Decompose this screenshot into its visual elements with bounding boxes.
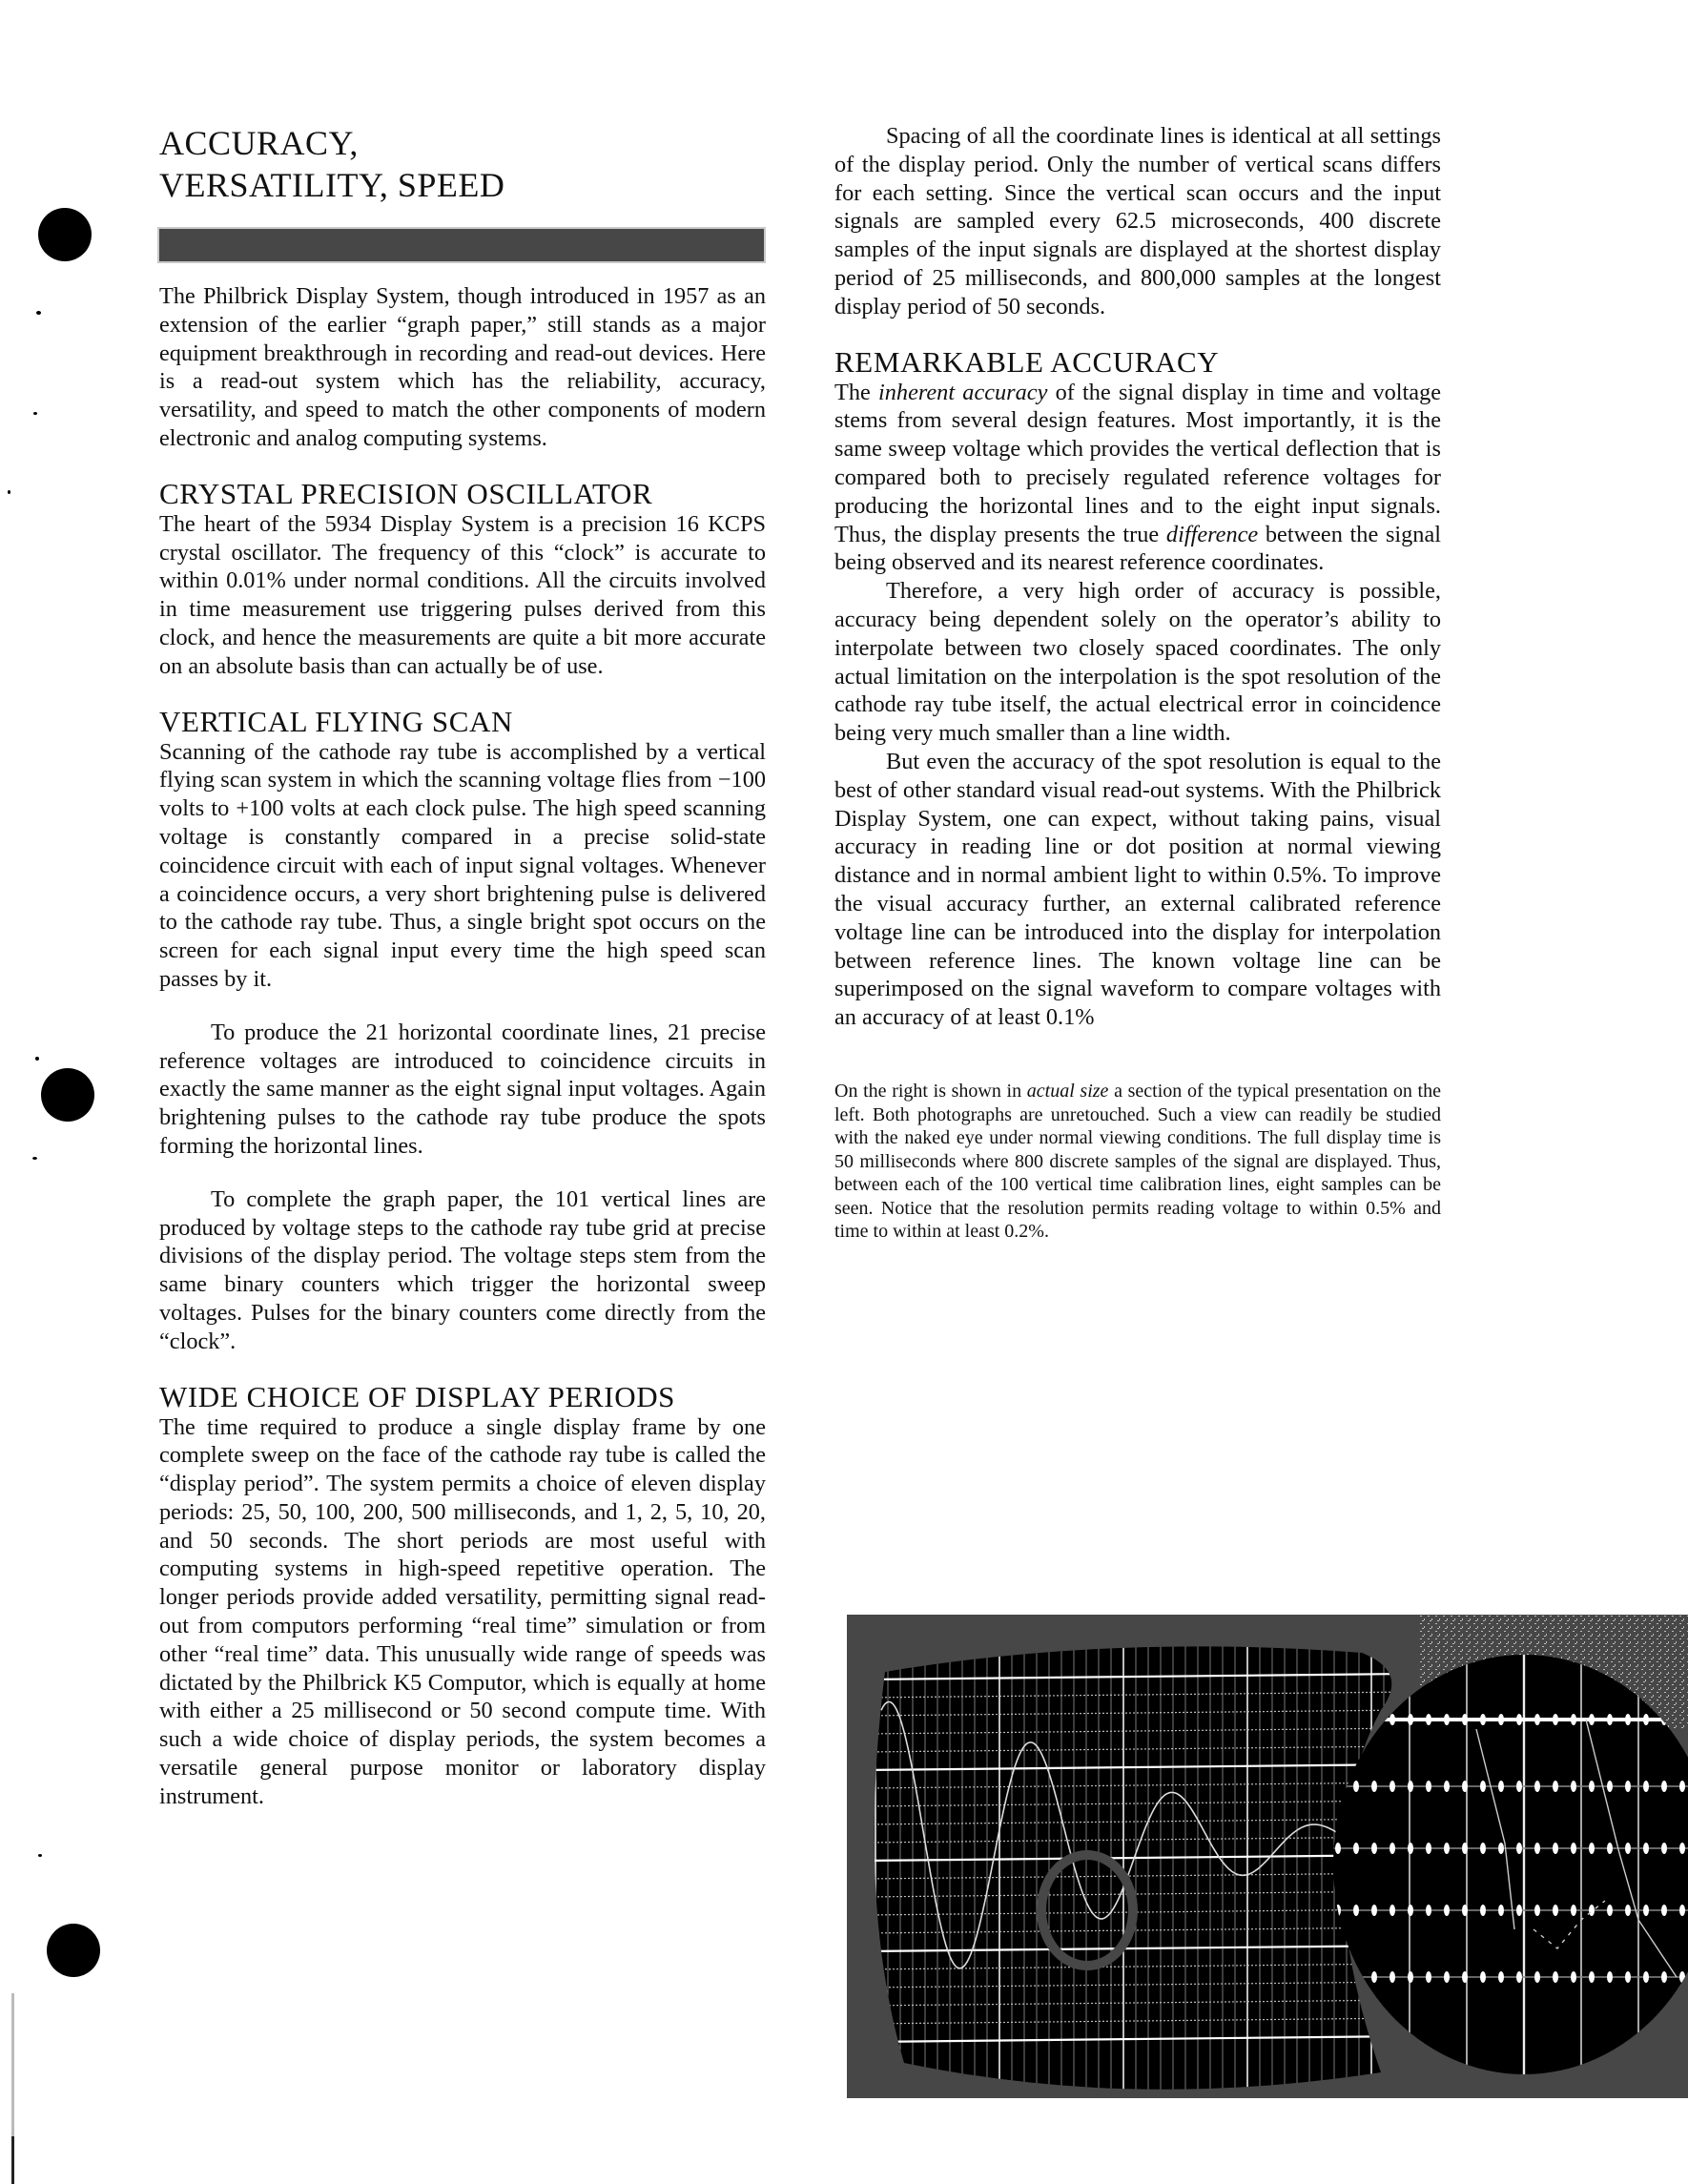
sample-dot xyxy=(1353,1905,1359,1916)
sample-dot xyxy=(1390,1714,1395,1725)
sample-dot xyxy=(1589,1843,1595,1854)
sample-dot xyxy=(1426,1843,1431,1854)
section-heading-crystal-oscillator: CRYSTAL PRECISION OSCILLATOR xyxy=(159,476,653,510)
sample-dot xyxy=(1643,1714,1649,1725)
sample-dot xyxy=(1462,1843,1468,1854)
sample-dot xyxy=(1625,1714,1631,1725)
sample-dot xyxy=(1607,1971,1613,1983)
sample-dot xyxy=(1516,1971,1522,1983)
sample-dot xyxy=(1625,1971,1631,1983)
sample-dot xyxy=(1571,1905,1576,1916)
sample-dot xyxy=(1498,1905,1504,1916)
sample-dot xyxy=(1408,1781,1413,1792)
section-paragraph: Scanning of the cathode ray tube is accomplished by a vertical flying scan system in which the scanning voltage flies from −100 volts to +100 volts at each clock pulse. The high speed scanning voltage is constantly compared in a precise solid-state coincidence circuit with each of input signal voltages. Whenever a coincidence occurs, a very short brightening pulse is delivered to the cathode ray tube. Thus, a single bright spot occurs on the screen for each signal input every time the high speed scan passes by it. xyxy=(159,738,766,992)
sample-dot xyxy=(1553,1905,1558,1916)
sample-dot xyxy=(1589,1905,1595,1916)
sample-dot xyxy=(1498,1714,1504,1725)
sample-dot xyxy=(1679,1781,1685,1792)
sample-dot xyxy=(1462,1714,1468,1725)
sample-dot xyxy=(1480,1971,1486,1983)
sample-dot xyxy=(1444,1843,1450,1854)
sample-dot xyxy=(1498,1843,1504,1854)
sample-dot xyxy=(1625,1843,1631,1854)
sample-dot xyxy=(1553,1714,1558,1725)
sample-dot xyxy=(1625,1905,1631,1916)
sample-dot xyxy=(1661,1971,1667,1983)
sample-dot xyxy=(1679,1843,1685,1854)
section-paragraph: But even the accuracy of the spot resolution is equal to the best of other standard visual read-out systems. With the Philbrick Display System, one can expect, without taking pains, visual accuracy in reading line or dot position at normal viewing distance and in normal ambient light to within 0.5%. To improve the visual accuracy further, an external calibrated reference voltage line can be introduced into the display for interpolation between reference lines. The known voltage line can be superimposed on the signal waveform to compare voltages with an accuracy of at least 0.1% xyxy=(834,748,1441,1031)
sample-dot xyxy=(1571,1781,1576,1792)
sample-dot xyxy=(1516,1781,1522,1792)
sample-dot xyxy=(1607,1905,1613,1916)
sample-dot xyxy=(1335,1843,1341,1854)
intro-paragraph: The Philbrick Display System, though introduced in 1957 as an extension of the earlier “graph paper,” still stands as a major equipment breakthrough in recording and read-out devices. Here is a read-out system which has the reliability, accuracy, versatility, and speed to match the other components of modern electronic and analog computing systems. xyxy=(159,283,766,451)
sample-dot xyxy=(1426,1714,1431,1725)
sample-dot xyxy=(1534,1843,1540,1854)
section-paragraph: To produce the 21 horizontal coordinate lines, 21 precise reference voltages are introduced to coincidence circuits in exactly the same manner as the eight signal input voltages. Again brightening pulses to the cathode ray tube produce the spots forming the horizontal lines. xyxy=(159,1019,766,1159)
sample-dot xyxy=(1553,1971,1558,1983)
sample-dot xyxy=(1390,1843,1395,1854)
sample-dot xyxy=(1408,1843,1413,1854)
sample-dot xyxy=(1607,1843,1613,1854)
emphasis: actual size xyxy=(1026,1080,1109,1102)
section-paragraph: The inherent accuracy of the signal display in time and voltage stems from several design features. Most importantly, it is the same sweep voltage which provides the vertical deflection that is compared both to precisely regulated reference voltages for producing the horizontal lines and to the eight input signals. Thus, the display presents the true difference between the signal being observed and its nearest reference coordinates. xyxy=(834,379,1442,576)
sample-dot xyxy=(1444,1781,1450,1792)
sample-dot xyxy=(1371,1781,1377,1792)
photo-caption: On the right is shown in actual size a section of the typical presentation on the left. Both photographs are unretouched. Such a view can readily be studied with the naked eye under normal viewing conditions. The full display time is 50 milliseconds where 800 discrete samples of the signal are displayed. Thus, between each of the 100 vertical time calibration lines, eight samples can be seen. Notice that the resolution permits reading voltage to within 0.5% and time to within at least 0.2%. xyxy=(834,1080,1441,1243)
margin-speck xyxy=(38,1854,42,1857)
section-heading-display-periods: WIDE CHOICE OF DISPLAY PERIODS xyxy=(159,1379,676,1413)
sample-dot xyxy=(1643,1781,1649,1792)
page-edge-scan-line xyxy=(11,2136,14,2184)
punch-hole-top xyxy=(38,208,92,261)
sample-dot xyxy=(1444,1971,1450,1983)
sample-dot xyxy=(1480,1905,1486,1916)
sample-dot xyxy=(1661,1781,1667,1792)
title-rule-bar xyxy=(157,227,766,263)
sample-dot xyxy=(1390,1905,1395,1916)
section-paragraph: The time required to produce a single display frame by one complete sweep on the face of the cathode ray tube is called the “display period”. The system permits a choice of eleven display periods: 25, 50, 100, 200, 500 milliseconds, and 1, 2, 5, 10, 20, and 50 seconds. The short periods are most useful with computing systems in high-speed repetitive operation. The longer periods provide added versatility, permitting signal read-out from computors performing “real time” simulation or from other “real time” data. This unusually wide range of speeds was dictated by the Philbrick K5 Computor, which is equally at home with either a 25 millisecond or 50 second compute time. With such a wide choice of display periods, the system becomes a versatile general purpose monitor or laboratory display instrument. xyxy=(159,1413,766,1809)
sample-dot xyxy=(1607,1781,1613,1792)
sample-dot xyxy=(1534,1905,1540,1916)
sample-dot xyxy=(1625,1781,1631,1792)
sample-dot xyxy=(1353,1843,1359,1854)
sample-dot xyxy=(1516,1843,1522,1854)
sample-dot xyxy=(1589,1971,1595,1983)
sample-dot xyxy=(1408,1905,1413,1916)
sample-dot xyxy=(1571,1714,1576,1725)
punch-hole-middle xyxy=(41,1068,94,1122)
page-title-line: ACCURACY, xyxy=(159,124,359,162)
page-edge-scan-line xyxy=(11,1993,14,2155)
margin-speck xyxy=(8,490,10,494)
section-paragraph: The heart of the 5934 Display System is a precision 16 KCPS crystal oscillator. The frequency of this “clock” is accurate to within 0.01% under normal conditions. All the circuits involved in time measurement use triggering pulses derived from this clock, and hence the measurements are quite a bit more accurate on an absolute basis than can actually be of use. xyxy=(159,510,766,679)
sample-dot xyxy=(1498,1781,1504,1792)
margin-speck xyxy=(36,311,41,315)
sample-dot xyxy=(1444,1905,1450,1916)
sample-dot xyxy=(1353,1781,1359,1792)
sample-dot xyxy=(1462,1905,1468,1916)
margin-speck xyxy=(35,1057,39,1061)
sample-dot xyxy=(1607,1714,1613,1725)
sample-dot xyxy=(1390,1781,1395,1792)
sample-dot xyxy=(1643,1971,1649,1983)
sample-dot xyxy=(1408,1971,1413,1983)
sample-dot xyxy=(1390,1971,1395,1983)
sample-dot xyxy=(1498,1971,1504,1983)
left-column xyxy=(159,122,766,1811)
sample-dot xyxy=(1643,1843,1649,1854)
sample-dot xyxy=(1589,1714,1595,1725)
sample-dot xyxy=(1553,1781,1558,1792)
sample-dot xyxy=(1480,1843,1486,1854)
sample-dot xyxy=(1571,1843,1576,1854)
sample-dot xyxy=(1679,1905,1685,1916)
sample-dot xyxy=(1426,1971,1431,1983)
section-heading-remarkable-accuracy: REMARKABLE ACCURACY xyxy=(834,344,1220,379)
sample-dot xyxy=(1534,1971,1540,1983)
sample-dot xyxy=(1534,1781,1540,1792)
sample-dot xyxy=(1643,1905,1649,1916)
section-paragraph: Therefore, a very high order of accuracy is possible, accuracy being dependent solely on the operator’s ability to interpolate between two closely spaced coordinates. The only actual limitation on the interpolation is the spot resolution of the cathode ray tube itself, the actual electrical error in coincidence being very much smaller than a line width. xyxy=(834,578,1441,747)
margin-speck xyxy=(32,1157,37,1160)
sample-dot xyxy=(1462,1781,1468,1792)
sample-dot xyxy=(1371,1905,1377,1916)
sample-dot xyxy=(1534,1714,1540,1725)
sample-dot xyxy=(1408,1714,1413,1725)
sample-dot xyxy=(1516,1714,1522,1725)
oscilloscope-photo xyxy=(847,1615,1688,2098)
punch-hole-bottom xyxy=(47,1924,100,1977)
sample-dot xyxy=(1516,1905,1522,1916)
crt-full-screen xyxy=(866,1634,1410,2091)
sample-dot xyxy=(1661,1905,1667,1916)
sample-dot xyxy=(1444,1714,1450,1725)
sample-dot xyxy=(1462,1971,1468,1983)
sample-dot xyxy=(1661,1843,1667,1854)
margin-speck xyxy=(33,412,37,415)
page-title-line: VERSATILITY, SPEED xyxy=(159,166,505,204)
right-column xyxy=(834,122,1441,1244)
sample-dot xyxy=(1371,1843,1377,1854)
sample-dot xyxy=(1371,1971,1377,1983)
section-heading-vertical-flying-scan: VERTICAL FLYING SCAN xyxy=(159,704,513,738)
sample-dot xyxy=(1480,1714,1486,1725)
sample-dot xyxy=(1553,1843,1558,1854)
sample-dot xyxy=(1571,1971,1576,1983)
sample-dot xyxy=(1589,1781,1595,1792)
sample-dot xyxy=(1480,1781,1486,1792)
page-title xyxy=(159,122,766,206)
emphasis: difference xyxy=(1165,521,1259,547)
section-paragraph: To complete the graph paper, the 101 vertical lines are produced by voltage steps to the cathode ray tube grid at precise divisions of the display period. The voltage steps stem from the same binary counters which trigger the horizontal sweep voltages. Pulses for the binary counters come directly from the “clock”. xyxy=(159,1185,766,1354)
sample-dot xyxy=(1426,1905,1431,1916)
emphasis: inherent accuracy xyxy=(878,379,1048,405)
spacing-paragraph: Spacing of all the coordinate lines is identical at all settings of the display period. Only the number of vertical scans differs for each setting. Since the vertical scan occurs and the input signals are sampled every 62.5 microseconds, 400 discrete samples of the input signals are displayed at the shortest display period of 25 milliseconds, and 800,000 samples at the longest display period of 50 seconds. xyxy=(834,123,1441,319)
sample-dot xyxy=(1426,1781,1431,1792)
